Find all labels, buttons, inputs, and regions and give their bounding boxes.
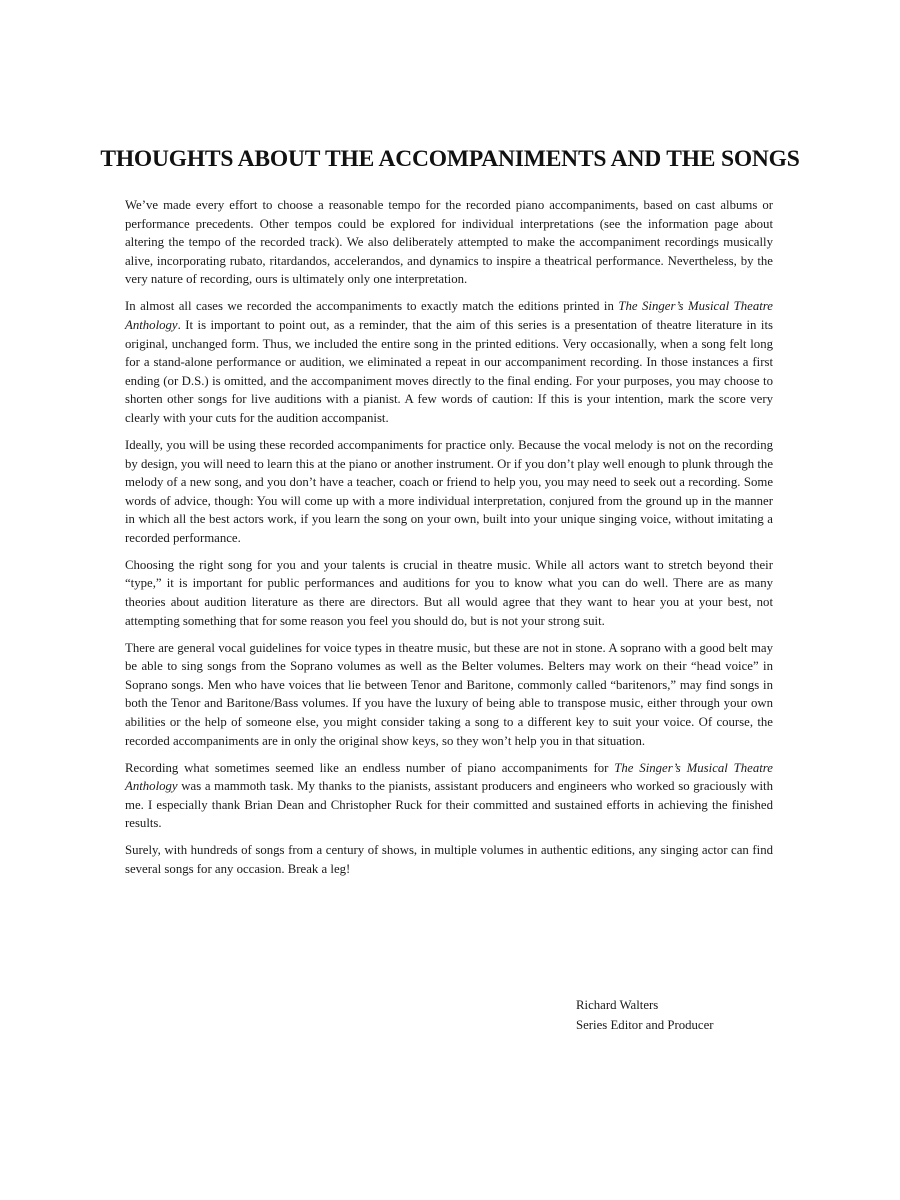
paragraph-editions-text-start: In almost all cases we recorded the accompaniments to exactly match the editions printed in: [125, 299, 619, 314]
anthology-title-italic-2: The Singer’s Musical Theatre Anthology: [125, 760, 773, 794]
paragraph-tempo: We’ve made every effort to choose a reasonable tempo for the recorded piano accompaniments, based on cast albums or performance precedents. Other tempos could be explored for individual interpretations (see the information page about altering the tempo of the recorded track). We also deliberately attempted to make the accompaniment recordings musically alive, incorporating rubato, ritardandos, accelerandos, and dynamics to inspire a theatrical performance. Nevertheless, by the very nature of recording, ours is ultimately only one interpretation.: [125, 198, 773, 287]
signature-block: [576, 995, 714, 1035]
paragraph-voice-types: There are general vocal guidelines for voice types in theatre music, but these are not in stone. A soprano with a good belt may be able to sing songs from the Soprano volumes as well as the Belter volumes. Belters may work on their “head voice” in Soprano songs. Men who have voices that lie between Tenor and Baritone, commonly called “baritenors,” may find songs in both the Tenor and Baritone/Bass volumes. If you have the luxury of being able to transpose music, either through your own abilities or the help of someone else, you might consider taking a song to a different key to suit your voice. Of course, the recorded accompaniments are in only the original show keys, so they won’t help you in that situation.: [125, 640, 773, 748]
paragraph-thanks-text-end: was a mammoth task. My thanks to the pianists, assistant producers and engineers who worked so graciously with me. I especially thank Brian Dean and Christopher Ruck for their committed and sustained efforts in achieving the finished results.: [125, 779, 773, 831]
page-title: THOUGHTS ABOUT THE ACCOMPANIMENTS AND THE SONGS: [100, 146, 800, 172]
paragraph-thanks-text-start: Recording what sometimes seemed like an endless number of piano accompaniments for: [125, 760, 615, 775]
paragraph-editions-text-end: . It is important to point out, as a reminder, that the aim of this series is a presentation of theatre literature in its original, unchanged form. Thus, we included the entire song in the printed editions. Very occasionally, when a song felt long for a stand-alone performance or audition, we eliminated a repeat in our accompaniment recording. In those instances a first ending (or D.S.) is omitted, and the accompaniment moves directly to the final ending. For your purposes, you may choose to shorten other songs for live auditions with a pianist. A few words of caution: If this is your intention, mark the score very clearly with your cuts for the audition accompanist.: [125, 317, 773, 425]
paragraph-practice: Ideally, you will be using these recorded accompaniments for practice only. Because the vocal melody is not on the recording by design, you will need to learn this at the piano or another instrument. Or if you don’t play well enough to plunk through the melody of a new song, and you don’t have a teacher, coach or friend to help you, you may need to seek out a recording. Some words of advice, though: You will come up with a more individual interpretation, conjured from the ground up in the manner in which all the best actors work, if you learn the song on your own, built into your unique singing voice, without imitating a recorded performance.: [125, 437, 773, 545]
anthology-title-italic: The Singer’s Musical Theatre Anthology: [125, 299, 773, 332]
paragraph-editions: [125, 297, 773, 427]
signature-role: Series Editor and Producer: [576, 1018, 714, 1032]
paragraph-closing: Surely, with hundreds of songs from a century of shows, in multiple volumes in authentic editions, any singing actor can find several songs for any occasion. Break a leg!: [125, 843, 773, 876]
body-text: [125, 196, 773, 887]
signature-name: Richard Walters: [576, 998, 659, 1012]
paragraph-thanks: [125, 759, 773, 833]
paragraph-choosing-song: Choosing the right song for you and your talents is crucial in theatre music. While all actors want to stretch beyond their “type,” it is important for public performances and auditions for you to know what you can do well. There are as many theories about audition literature as there are directors. But all would agree that they want to hear you at your best, not attempting something that for some reason you feel you should do, but is not your strong suit.: [125, 557, 773, 628]
